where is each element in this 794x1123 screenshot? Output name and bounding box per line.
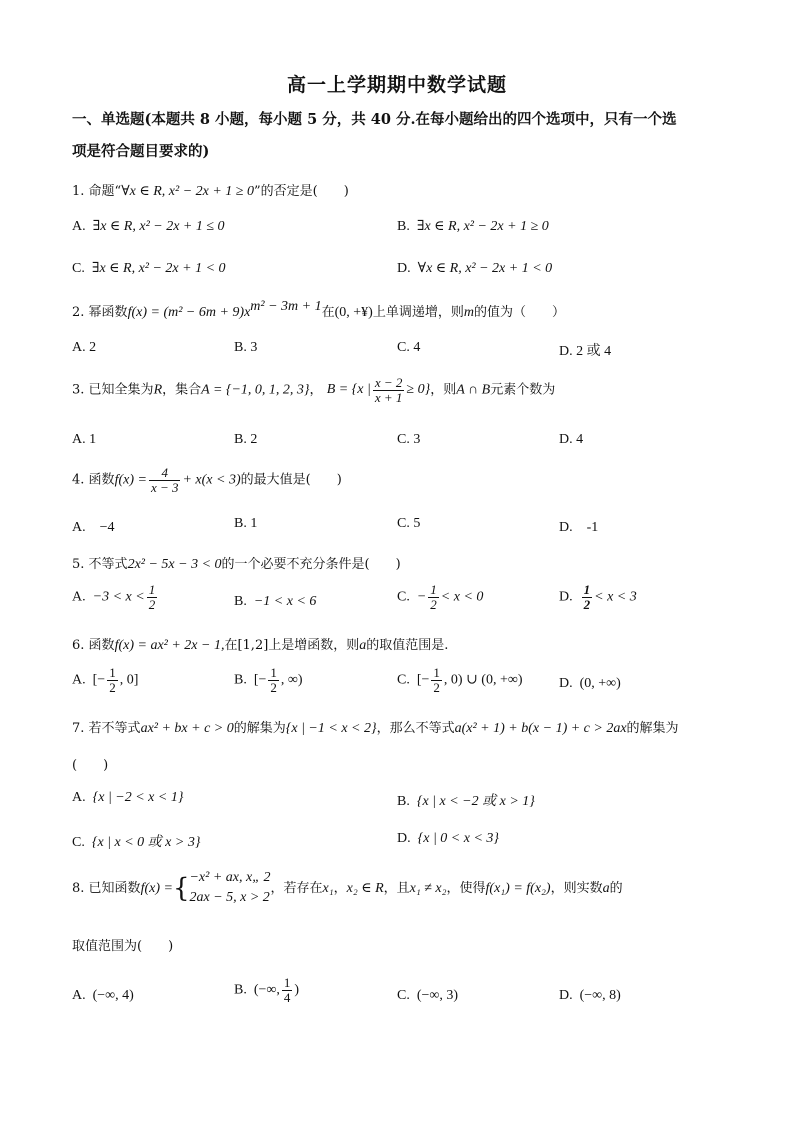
q5-option-c: C. − $\frac{1}{2}$ < x < 0	[397, 582, 484, 612]
question-7-line2: ( )	[72, 758, 109, 773]
fraction: $\frac{x - 2}{x + 1}$	[374, 375, 403, 405]
question-number: 1.	[72, 184, 85, 199]
set-a: A = {−1, 0, 1, 2, 3}	[201, 382, 310, 398]
question-1	[72, 180, 349, 200]
fraction: $\frac{1}{2}$	[109, 665, 116, 695]
question-number: 8.	[72, 880, 85, 896]
question-text: 命题“	[88, 184, 122, 199]
math-expression: f(x) = (m² − 6m + 9)x	[127, 305, 251, 320]
question-8-line2: 取值范围为( )	[72, 939, 174, 954]
fraction: $\frac{4}{x - 3}$	[150, 465, 179, 495]
q2-option-d: D. 2 或 4	[559, 344, 612, 359]
q5-option-b: B. −1 < x < 6	[234, 594, 317, 609]
fraction: $\frac{1}{2}$	[270, 665, 277, 695]
q6-option-a: A. [− $\frac{1}{2}$ , 0]	[72, 665, 139, 695]
question-6: 6. 函数f(x) = ax² + 2x − 1,在[1,2]上是增函数，则a的取值范围是.	[72, 638, 449, 653]
question-number: 2.	[72, 305, 85, 320]
q1-option-a: A. ∃x ∈ R, x² − 2x + 1 ≤ 0	[72, 219, 225, 234]
q1-option-d: D. ∀x ∈ R, x² − 2x + 1 < 0	[397, 261, 553, 276]
fraction: $\frac{1}{2}$	[583, 582, 591, 612]
q2-option-a: A. 2	[72, 340, 97, 355]
section-header-line2: 项是符合题目要求的)	[72, 143, 210, 160]
fraction: $\frac{1}{2}$	[148, 582, 156, 612]
q7-option-b: B. {x | x < −2 或 x > 1}	[397, 794, 535, 809]
fraction: $\frac{1}{2}$	[433, 665, 440, 695]
math-interval: (0, +¥)	[334, 305, 373, 320]
q6-option-c: C. [− $\frac{1}{2}$ , 0) ∪ (0, +∞)	[397, 665, 523, 695]
math-exponent: m² − 3m + 1	[250, 299, 322, 314]
q3-option-b: B. 2	[234, 432, 258, 447]
q4-option-a: A. −4	[72, 520, 115, 535]
q7-option-c: C. {x | x < 0 或 x > 3}	[72, 835, 201, 850]
q2-option-c: C. 4	[397, 340, 421, 355]
fraction: $\frac{1}{4}$	[283, 975, 291, 1005]
q5-option-d: D. $\frac{1}{2}$ < x < 3	[559, 582, 637, 612]
q2-option-b: B. 3	[234, 340, 258, 355]
brace: {	[172, 873, 190, 904]
q3-option-a: A. 1	[72, 432, 97, 447]
q8-option-c: C. (−∞, 3)	[397, 988, 459, 1003]
question-4: 4. 函数f(x) = $\frac{4}{x - 3}$ + x(x < 3)的最大值是( )	[72, 465, 342, 495]
q8-option-d: D. (−∞, 8)	[559, 988, 621, 1003]
q6-option-d: D. (0, +∞)	[559, 676, 621, 691]
question-number: 6.	[72, 638, 85, 653]
q4-option-b: B. 1	[234, 516, 258, 531]
q5-option-a: A. −3 < x < $\frac{1}{2}$	[72, 582, 156, 612]
q8-option-b: B. (−∞, $\frac{1}{4}$ )	[234, 975, 300, 1005]
question-number: 5.	[72, 557, 85, 572]
q4-option-d: D. -1	[559, 520, 599, 535]
question-text: ”的否定是( )	[253, 184, 349, 199]
q6-option-b: B. [− $\frac{1}{2}$ , ∞)	[234, 665, 303, 695]
question-8: 8. 已知函数f(x) ={ −x² + ax, x„ 2 2ax − 5, x > 2 ，若存在x₁，x₂ ∈ R，且x₁ ≠ x₂，使得f(x₁) = f(x₂)，则实数a的	[72, 868, 623, 909]
question-2: 2. 幂函数$f(x) = (m^2 - 6m + 9)x^{m^2 - 3m + 1}$在(0, +¥)上单调递增，则m的值为（ ）	[72, 299, 566, 320]
q7-option-a: A. {x | −2 < x < 1}	[72, 790, 184, 805]
q3-option-c: C. 3	[397, 432, 421, 447]
q1-option-c: C. ∃x ∈ R, x² − 2x + 1 < 0	[72, 261, 226, 276]
question-7: 7. 若不等式ax² + bx + c > 0的解集为{x | −1 < x < 2}，那么不等式a(x² + 1) + b(x − 1) + c > 2ax的解集为	[72, 721, 679, 736]
question-5: 5. 不等式2x² − 5x − 3 < 0的一个必要不充分条件是( )	[72, 557, 401, 572]
question-3: 3. 已知全集为R，集合A = {−1, 0, 1, 2, 3}， B = {x | $\frac{x - 2}{x + 1}$ ≥ 0}，则A ∩ B元素个数为	[72, 375, 556, 405]
question-number: 7.	[72, 721, 85, 736]
q7-option-d: D. {x | 0 < x < 3}	[397, 831, 499, 846]
section-header-line1: 一、单选题(本题共 8 小题，每小题 5 分，共 40 分.在每小题给出的四个选项中，只有一个选	[72, 111, 677, 128]
q1-option-b: B. ∃x ∈ R, x² − 2x + 1 ≥ 0	[397, 219, 549, 234]
question-number: 3.	[72, 382, 85, 398]
q4-option-c: C. 5	[397, 516, 421, 531]
q8-option-a: A. (−∞, 4)	[72, 988, 134, 1003]
set-b: B = {x | $\frac{x - 2}{x + 1}$ ≥ 0}	[326, 375, 431, 405]
fraction: $\frac{1}{2}$	[430, 582, 437, 612]
math-expression: ∀x ∈ R, x² − 2x + 1 ≥ 0	[121, 184, 254, 199]
question-number: 4.	[72, 472, 85, 488]
q3-option-d: D. 4	[559, 432, 584, 447]
page-title: 高一上学期期中数学试题	[286, 74, 507, 96]
piecewise-cases: −x² + ax, x„ 2 2ax − 5, x > 2	[189, 870, 271, 906]
